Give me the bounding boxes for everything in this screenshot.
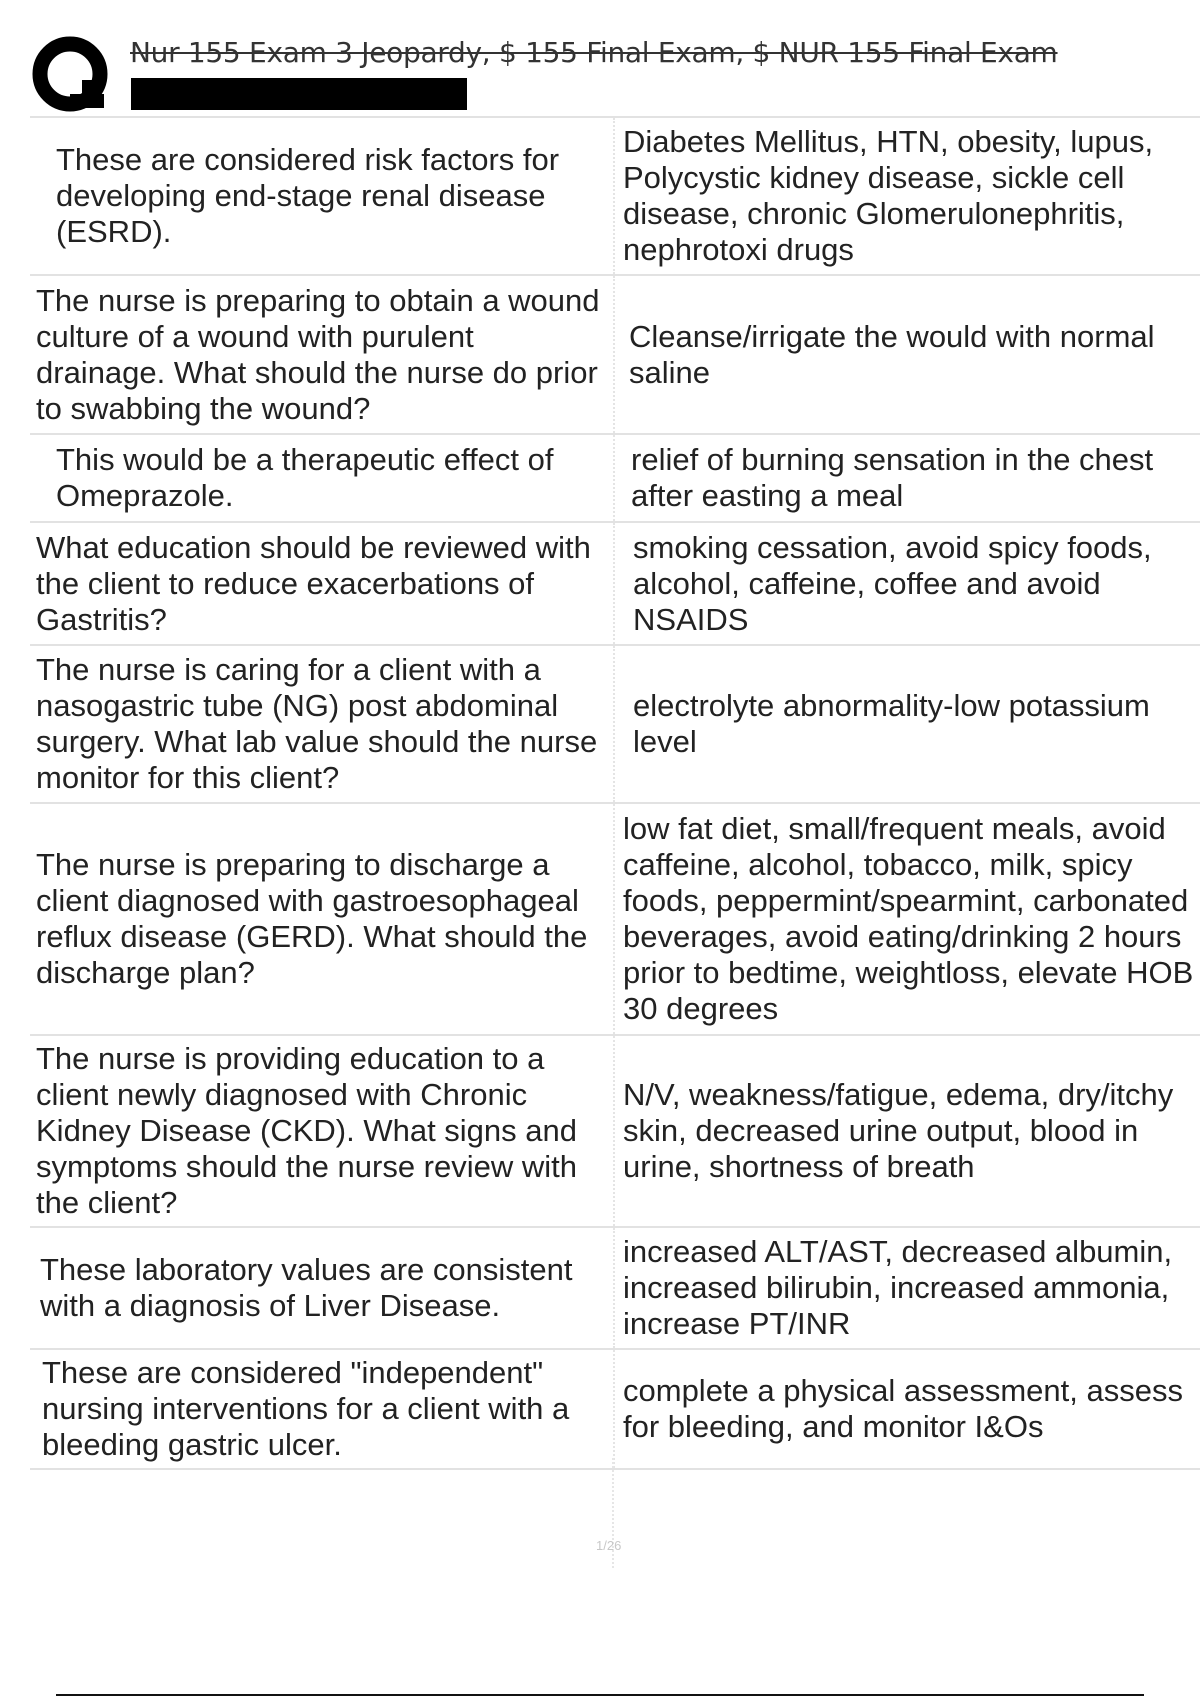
page-indicator: 1/26 bbox=[596, 1538, 622, 1553]
card-row bbox=[30, 1350, 1200, 1470]
card-definition: N/V, weakness/fatigue, edema, dry/itchy skin, decreased urine output, blood in urine, shortness of breath bbox=[613, 1036, 1200, 1226]
card-definition: low fat diet, small/frequent meals, avoid caffeine, alcohol, tobacco, milk, spicy foods, peppermint/spearmint, carbonated beverages, avoid eating/drinking 2 hours prior to bedtime, weightloss, elevate HOB 30 degrees bbox=[613, 804, 1200, 1034]
card-term: What education should be reviewed with the client to reduce exacerbations of Gastritis? bbox=[36, 529, 591, 637]
card-term: The nurse is preparing to discharge a client diagnosed with gastroesophageal reflux disease (GERD). What should the discharge plan? bbox=[36, 847, 588, 990]
footer-rule bbox=[56, 1694, 1144, 1696]
card-row bbox=[30, 1228, 1200, 1350]
card-row bbox=[30, 435, 1200, 523]
card-definition: relief of burning sensation in the chest after easting a meal bbox=[613, 435, 1200, 521]
card-row bbox=[30, 118, 1200, 276]
card-definition: complete a physical assessment, assess for bleeding, and monitor I&Os bbox=[613, 1350, 1200, 1468]
card-definition: electrolyte abnormality-low potassium level bbox=[613, 646, 1200, 802]
card-row bbox=[30, 646, 1200, 804]
document-title: Nur 155 Exam 3 Jeopardy, $ 155 Final Exam, $ NUR 155 Final Exam bbox=[130, 36, 1058, 69]
card-term: This would be a therapeutic effect of Omeprazole. bbox=[56, 442, 554, 513]
card-row bbox=[30, 523, 1200, 646]
card-row bbox=[30, 804, 1200, 1036]
card-term: These are considered "independent" nursing interventions for a client with a bleeding gastric ulcer. bbox=[42, 1355, 570, 1462]
card-definition: smoking cessation, avoid spicy foods, alcohol, caffeine, coffee and avoid NSAIDS bbox=[613, 523, 1200, 644]
quizlet-q-logo-icon bbox=[30, 32, 114, 116]
card-row bbox=[30, 276, 1200, 435]
card-row bbox=[30, 1036, 1200, 1228]
page-header bbox=[30, 30, 1200, 115]
card-definition: increased ALT/AST, decreased albumin, increased bilirubin, increased ammonia, increase PT/INR bbox=[613, 1228, 1200, 1348]
card-term: The nurse is preparing to obtain a wound culture of a wound with purulent drainage. What should the nurse do prior to swabbing the wound? bbox=[36, 282, 600, 426]
card-term: The nurse is caring for a client with a nasogastric tube (NG) post abdominal surgery. What lab value should the nurse monitor for this client? bbox=[36, 652, 598, 795]
card-definition: Cleanse/irrigate the would with normal saline bbox=[613, 276, 1200, 433]
card-term: These laboratory values are consistent with a diagnosis of Liver Disease. bbox=[40, 1252, 573, 1323]
card-term: These are considered risk factors for developing end-stage renal disease (ESRD). bbox=[56, 142, 560, 249]
card-term: The nurse is providing education to a client newly diagnosed with Chronic Kidney Disease (CKD). What signs and symptoms should the nurse review with the client? bbox=[36, 1041, 578, 1220]
card-definition: Diabetes Mellitus, HTN, obesity, lupus, Polycystic kidney disease, sickle cell disease, chronic Glomerulonephritis, nephrotoxi drugs bbox=[613, 118, 1200, 274]
flashcard-table bbox=[30, 118, 1200, 1470]
redaction-bar bbox=[131, 78, 467, 110]
